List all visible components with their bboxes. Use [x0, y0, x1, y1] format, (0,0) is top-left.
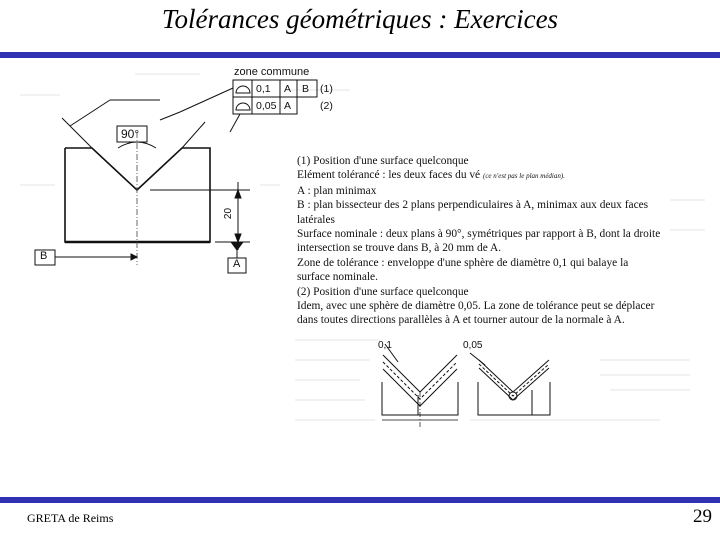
note-line: intersection se trouve dans B, à 20 mm de A.	[297, 242, 502, 255]
note-line: Elément tolérancé : les deux faces du vé (ce n'est pas le plan médian).	[297, 169, 565, 182]
note-line: latérales	[297, 213, 335, 226]
angle-label: 90°	[121, 127, 140, 141]
frame1-tolerance: 0,1	[256, 83, 271, 95]
datum-b-label: B	[40, 250, 48, 262]
note-line: dans toutes directions parallèles à A et tourner autour de la normale à A.	[297, 314, 625, 327]
footer-organization: GRETA de Reims	[27, 511, 114, 525]
frame2-datum-a: A	[284, 100, 292, 112]
note-line: B : plan bissecteur des 2 plans perpendiculaires à A, minimax aux deux faces	[297, 199, 649, 212]
note-line: Zone de tolérance : enveloppe d'une sphère de diamètre 0,1 qui balaye la	[297, 256, 629, 269]
frame2-tolerance: 0,05	[256, 100, 277, 112]
frame1-datum-b: B	[302, 83, 310, 95]
detail-right-tolerance: 0,05	[463, 340, 483, 351]
note-line: Surface nominale : deux plans à 90°, symétriques par rapport à B, dont la droite	[297, 228, 661, 241]
note-line: (1) Position d'une surface quelconque	[297, 155, 469, 167]
datum-a-label: A	[233, 258, 241, 270]
note-line: surface nominale.	[297, 271, 378, 284]
exercise-notes	[297, 154, 697, 328]
height-dimension-label: 20	[223, 207, 235, 220]
zone-commune-label: zone commune	[234, 66, 310, 78]
note-line: A : plan minimax	[297, 184, 377, 197]
page-number: 29	[693, 506, 712, 527]
frame1-datum-a: A	[284, 83, 292, 95]
note-line: (2) Position d'une surface quelconque	[297, 285, 469, 298]
page-title: Tolérances géométriques : Exercices	[161, 4, 559, 34]
detail-left-tolerance: 0,1	[378, 340, 392, 351]
note-line: Idem, avec une sphère de diamètre 0,05. La zone de tolérance peut se déplacer	[297, 300, 655, 313]
footer-divider	[0, 497, 720, 503]
frame2-ref: (2)	[320, 100, 333, 112]
frame1-ref: (1)	[320, 83, 333, 95]
